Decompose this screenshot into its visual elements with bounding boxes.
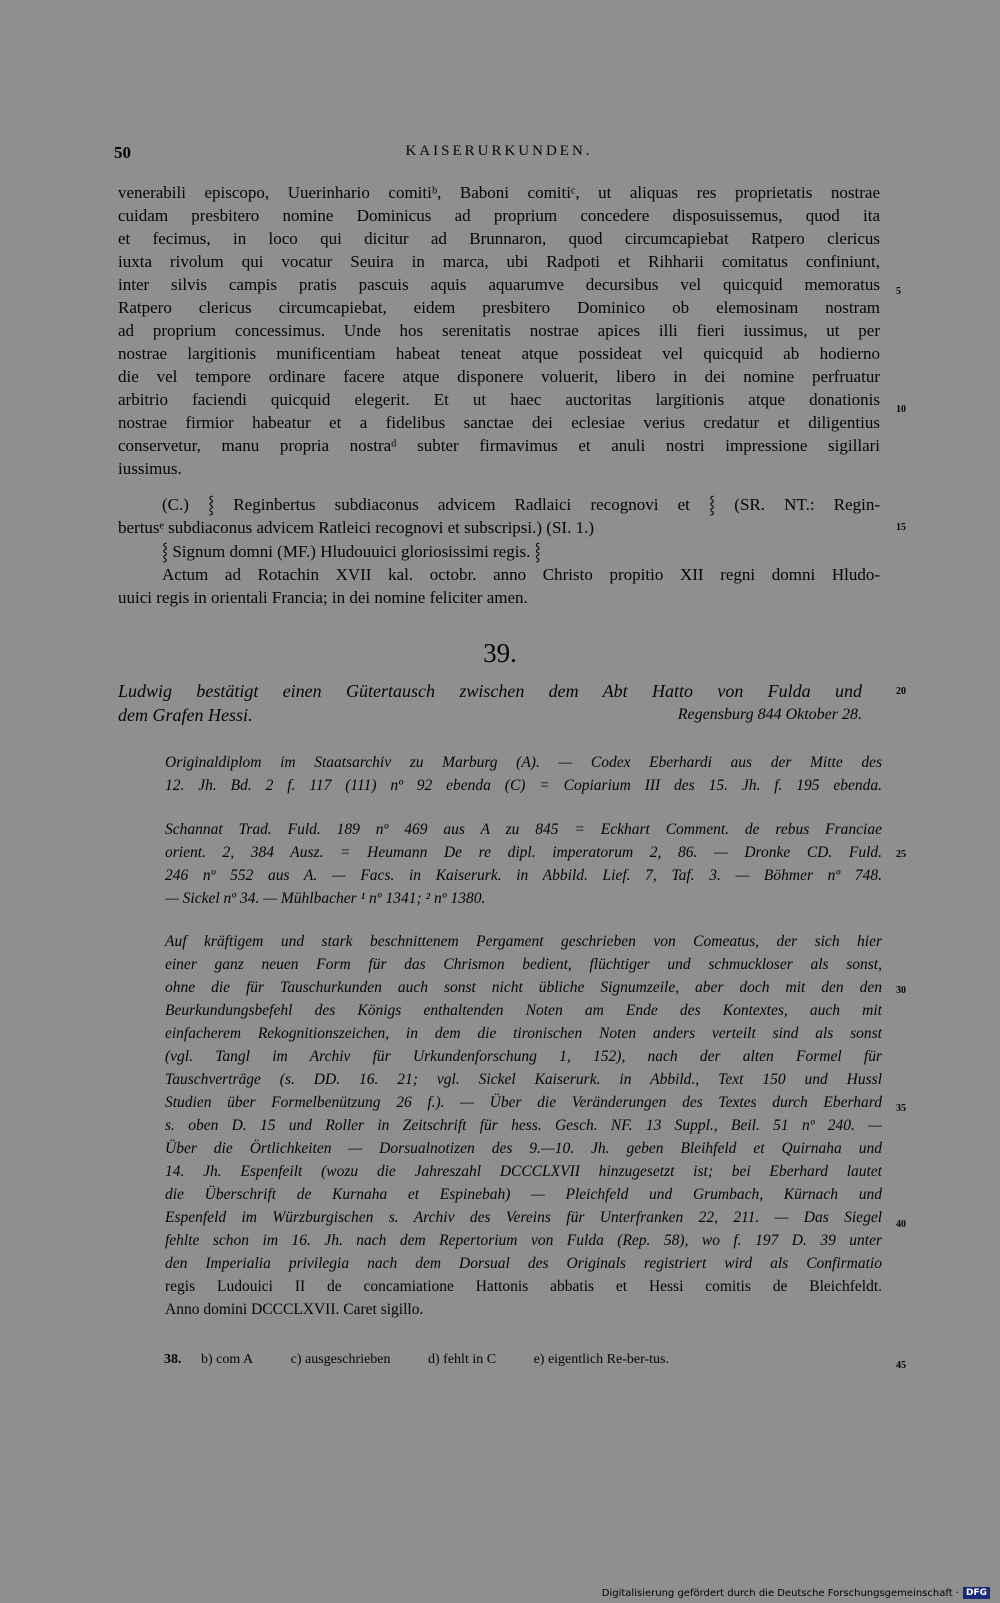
footnotes bbox=[164, 1352, 703, 1368]
literature-paragraph bbox=[165, 819, 882, 919]
footnote-lead: 38. bbox=[164, 1352, 182, 1367]
text-line: nostrae firmior habeatur et a fidelibus sanctae dei eclesiae verius credatur et diligentius bbox=[118, 413, 880, 432]
sources-paragraph bbox=[165, 752, 882, 802]
commentary-line: Anno domini DCCCLXVII. Caret sigillo. bbox=[165, 1301, 424, 1318]
commentary-line: den Imperialia privilegia nach dem Dorsual des Originals registriert wird als Confirmatio bbox=[165, 1255, 882, 1272]
commentary-line: s. oben D. 15 und Roller in Zeitschrift für hess. Gesch. NF. 13 Suppl., Beil. 51 nº 240. — bbox=[165, 1117, 882, 1134]
recognition-line: (C.) ⸾ Reginbertus subdiaconus advicem Radlaici recognovi et ⸾ (SR. NT.: Regin- bbox=[162, 495, 880, 514]
literature-line: Schannat Trad. Fuld. 189 nº 469 aus A zu 845 = Eckhart Comment. de rebus Franciae bbox=[165, 821, 882, 838]
document-number: 39. bbox=[483, 638, 517, 668]
commentary-line: Auf kräftigem und stark beschnittenem Pergament geschrieben von Comeatus, der sich hier bbox=[165, 933, 882, 950]
running-head bbox=[114, 143, 884, 169]
literature-line: orient. 2, 384 Ausz. = Heumann De re dipl. imperatorum 2, 86. — Dronke CD. Fuld. bbox=[165, 844, 882, 861]
credit-text: Digitalisierung gefördert durch die Deutsche Forschungsgemeinschaft · bbox=[601, 1587, 959, 1599]
running-head-title: KAISERURKUNDEN. bbox=[405, 143, 593, 159]
margin-line-number: 20 bbox=[896, 686, 906, 697]
footnote: d) fehlt in C bbox=[428, 1352, 497, 1367]
commentary-paragraph bbox=[165, 931, 882, 1331]
footnote: b) com A bbox=[201, 1352, 254, 1367]
margin-line-number: 40 bbox=[896, 1219, 906, 1230]
text-line: nostrae largitionis munificentiam habeat teneat atque possideat vel quicquid ab hodierno bbox=[118, 344, 880, 363]
actum-line: Actum ad Rotachin XVII kal. octobr. anno Christo propitio XII regni domni Hludo- bbox=[162, 565, 880, 584]
sources-line: 12. Jh. Bd. 2 f. 117 (111) nº 92 ebenda (C) = Copiarium III des 15. Jh. f. 195 ebenda. bbox=[165, 777, 882, 794]
charter-text bbox=[118, 182, 880, 492]
commentary-line: regis Ludouici II de concamiatione Hattonis abbatis et Hessi comitis de Bleichfeldt. bbox=[165, 1278, 882, 1295]
margin-line-number: 35 bbox=[896, 1103, 906, 1114]
page-number: 50 bbox=[114, 143, 131, 162]
sources-line: Originaldiplom im Staatsarchiv zu Marburg (A). — Codex Eberhardi aus der Mitte des bbox=[165, 754, 882, 771]
footnote: e) eigentlich Re-ber-tus. bbox=[533, 1352, 669, 1367]
commentary-line: Espenfeld im Würzburgischen s. Archiv des Vereins für Unterfranken 22, 211. — Das Siegel bbox=[165, 1209, 882, 1226]
margin-line-number: 45 bbox=[896, 1360, 906, 1371]
digitization-credit bbox=[602, 1587, 990, 1599]
regest bbox=[118, 680, 862, 730]
text-line: ad proprium concessimus. Unde hos serenitatis nostrae apices illi fieri iussimus, ut per bbox=[118, 321, 880, 340]
eschatocol bbox=[118, 494, 880, 607]
text-line: iussimus. bbox=[118, 459, 182, 478]
margin-line-number: 25 bbox=[896, 849, 906, 860]
commentary-line: (vgl. Tangl im Archiv für Urkundenforschung 1, 152), nach der alten Formel für bbox=[165, 1048, 882, 1065]
regest-date: Regensburg 844 Oktober 28. bbox=[677, 706, 862, 723]
margin-line-number: 30 bbox=[896, 985, 906, 996]
commentary-line: einfacherem Rekognitionszeichen, in dem die tironischen Noten anders verteilt sind als sonst bbox=[165, 1025, 882, 1042]
margin-line-number: 10 bbox=[896, 404, 906, 415]
regest-line: Ludwig bestätigt einen Gütertausch zwischen dem Abt Hatto von Fulda und bbox=[118, 681, 862, 701]
literature-line: — Sickel nº 34. — Mühlbacher ¹ nº 1341; ² nº 1380. bbox=[165, 890, 486, 907]
text-line: conservetur, manu propria nostraᵈ subter firmavimus et anuli nostri impressione sigillari bbox=[118, 436, 880, 455]
commentary-line: einer ganz neuen Form für das Chrismon bedient, flüchtiger und schmuckloser als sonst, bbox=[165, 956, 882, 973]
margin-line-number: 5 bbox=[896, 286, 901, 297]
margin-line-number: 15 bbox=[896, 522, 906, 533]
regest-place: dem Grafen Hessi. bbox=[118, 705, 253, 725]
text-line: Ratpero clericus circumcapiebat, eidem presbitero Dominico ob elemosinam nostram bbox=[118, 298, 880, 317]
text-line: et fecimus, in loco qui dicitur ad Brunnaron, quod circumcapiebat Ratpero clericus bbox=[118, 229, 880, 248]
literature-line: 246 nº 552 aus A. — Facs. in Kaiserurk. in Abbild. Lief. 7, Taf. 3. — Böhmer nº 748. bbox=[165, 867, 882, 884]
actum-line: uuici regis in orientali Francia; in dei nomine feliciter amen. bbox=[118, 588, 528, 607]
footnote: c) ausgeschrieben bbox=[290, 1352, 391, 1367]
text-line: venerabili episcopo, Uuerinhario comitiᵇ, Baboni comitiᶜ, ut aliquas res proprietatis nostrae bbox=[118, 183, 880, 202]
commentary-line: ohne die für Tauschurkunden auch sonst nicht übliche Signumzeile, aber doch mit den den bbox=[165, 979, 882, 996]
text-line: inter silvis campis pratis pascuis aquis aquarumve decursibus vel quicquid memoratus bbox=[118, 275, 880, 294]
commentary-line: Tauschverträge (s. DD. 16. 21; vgl. Sickel Kaiserurk. in Abbild., Text 150 und Hussl bbox=[165, 1071, 882, 1088]
commentary-line: die Überschrift de Kurnaha et Espinebah) — Pleichfeld und Grumbach, Kürnach und bbox=[165, 1186, 882, 1203]
text-line: die vel tempore ordinare facere atque disponere voluerit, libero in dei nomine perfruatur bbox=[118, 367, 880, 386]
commentary-line: Studien über Formelbenützung 26 f.). — Über die Veränderungen des Textes durch Eberhard bbox=[165, 1094, 882, 1111]
recognition-line: bertusᵉ subdiaconus advicem Ratleici recognovi et subscripsi.) (SI. 1.) bbox=[118, 518, 594, 537]
text-line: cuidam presbitero nomine Dominicus ad proprium concedere disposuissemus, quod ita bbox=[118, 206, 880, 225]
text-line: arbitrio faciendi quicquid elegerit. Et ut haec auctoritas largitionis atque donationis bbox=[118, 390, 880, 409]
dfg-logo: DFG bbox=[963, 1587, 990, 1599]
commentary-line: Über die Örtlichkeiten — Dorsualnotizen des 9.—10. Jh. geben Bleihfeld et Quirnaha und bbox=[165, 1140, 882, 1157]
commentary-line: fehlte schon im 16. Jh. nach dem Repertorium von Fulda (Rep. 58), wo f. 197 D. 39 unter bbox=[165, 1232, 882, 1249]
commentary-line: 14. Jh. Espenfeilt (wozu die Jahreszahl DCCCLXVII hinzugesetzt ist; bei Eberhard lautet bbox=[165, 1163, 882, 1180]
text-line: iuxta rivolum qui vocatur Seuira in marca, ubi Radpoti et Rihharii comitatus confiniunt, bbox=[118, 252, 880, 271]
commentary-line: Beurkundungsbefehl des Königs enthaltenden Noten am Ende des Kontextes, auch mit bbox=[165, 1002, 882, 1019]
signum-line: ⸾ Signum domni (MF.) Hludouuici gloriosissimi regis. ⸾ bbox=[162, 542, 541, 561]
